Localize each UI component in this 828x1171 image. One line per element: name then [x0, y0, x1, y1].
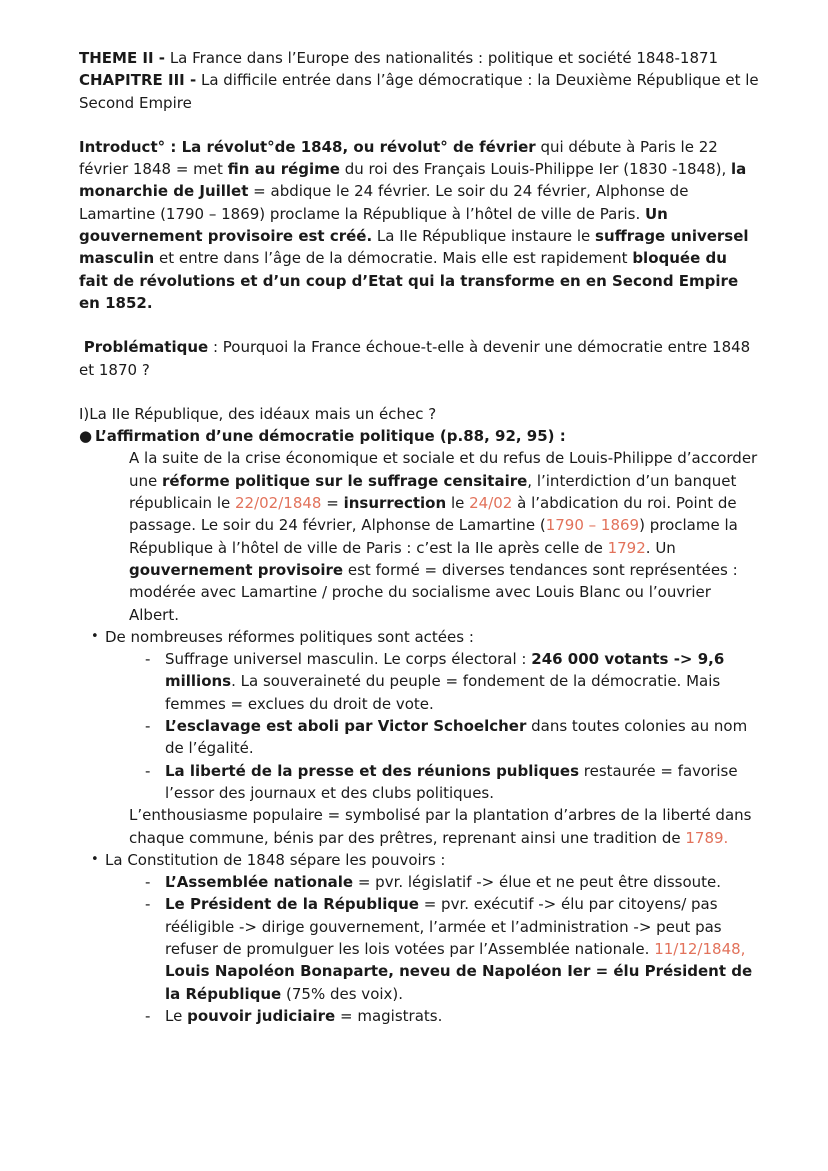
bullet-icon: ● — [79, 427, 93, 446]
bullet-constitution: • La Constitution de 1848 sépare les pouvoirs : — [79, 849, 759, 871]
dash-icon: - — [145, 895, 151, 914]
dash-icon: - — [145, 761, 151, 780]
paragraph-contexte: A la suite de la crise économique et sociale et du refus de Louis-Philippe d’accorder une réforme politique sur le suffrage censitaire, l’interdiction d’un banquet républicain le 22/02/1848 = insurrection le 24/02 à l’abdication du roi. Point de passage. Le soir du 24 février, Alphonse de Lamartine (1790 – 1869) proclame la République à l’hôtel de ville de Paris : c’est la IIe après celle de 1792. Un gouvernement provisoire est formé = diverses tendances sont représentées : modérée avec Lamartine / proche du socialisme avec Louis Blanc ou l’ouvrier Albert. — [129, 449, 758, 624]
dash-item-judiciaire: - Le pouvoir judiciaire = magistrats. — [79, 1005, 759, 1027]
paragraph-enthousiasme: L’enthousiasme populaire = symbolisé par la plantation d’arbres de la liberté dans chaque commune, bénis par des prêtres, reprenant ainsi une tradition de 1789. — [129, 806, 752, 847]
dash-item-suffrage: - Suffrage universel masculin. Le corps électoral : 246 000 votants -> 9,6 millions. La souveraineté du peuple = fondement de la démocratie. Mais femmes = exclues du droit de vote. — [145, 650, 725, 713]
dash-item-esclavage: - L’esclavage est aboli par Victor Schoelcher dans toutes colonies au nom de l’égalité. — [145, 717, 748, 758]
problematique-paragraph: Problématique : Pourquoi la France échoue-t-elle à devenir une démocratie entre 1848 et 1870 ? — [79, 338, 751, 379]
introduction-paragraph: Introduct° : La révolut°de 1848, ou révolut° de février qui débute à Paris le 22 février 1848 = met fin au régime du roi des Français Louis-Philippe Ier (1830 -1848), la monarchie de Juillet = abdique le 24 février. Le soir du 24 février, Alphonse de Lamartine (1790 – 1869) proclame la République à l’hôtel de ville de Paris. Un gouvernement provisoire est créé. La IIe République instaure le suffrage universel masculin et entre dans l’âge de la démocratie. Mais elle est rapidement bloquée du fait de révolutions et d’un coup d’Etat qui la transforme en en Second Empire en 1852. — [79, 137, 749, 312]
dash-icon: - — [145, 650, 151, 669]
dash-icon: - — [145, 873, 151, 892]
bullet-democratie: ● L’affirmation d’une démocratie politique (p.88, 92, 95) : — [79, 425, 759, 447]
dash-item-assemblee: - L’Assemblée nationale = pvr. législatif -> élue et ne peut être dissoute. — [79, 871, 759, 893]
section-title: I)La IIe République, des idéaux mais un échec ? — [79, 404, 437, 423]
chapter-heading: CHAPITRE III - La difficile entrée dans l’âge démocratique : la Deuxième République et le Second Empire — [79, 71, 759, 112]
bullet-icon: • — [91, 628, 99, 644]
theme-heading: THEME II - La France dans l’Europe des nationalités : politique et société 1848-1871 — [79, 49, 719, 67]
bullet-reformes: • De nombreuses réformes politiques sont actées : — [79, 626, 759, 648]
dash-icon: - — [145, 1006, 151, 1025]
document-page — [79, 47, 759, 1027]
dash-item-president: - Le Président de la République = pvr. exécutif -> élu par citoyens/ pas rééligible -> dirige gouvernement, l’armée et l’administration -> peut pas refuser de promulguer les lois votées par l’Assemblée nationale. 11/12/1848, Louis Napoléon Bonaparte, neveu de Napoléon Ier = élu Président de la République (75% des voix). — [145, 895, 753, 1003]
dash-item-presse: - La liberté de la presse et des réunions publiques restaurée = favorise l’essor des journaux et des clubs politiques. — [145, 761, 738, 802]
dash-icon: - — [145, 717, 151, 736]
bullet-icon: • — [91, 851, 99, 867]
